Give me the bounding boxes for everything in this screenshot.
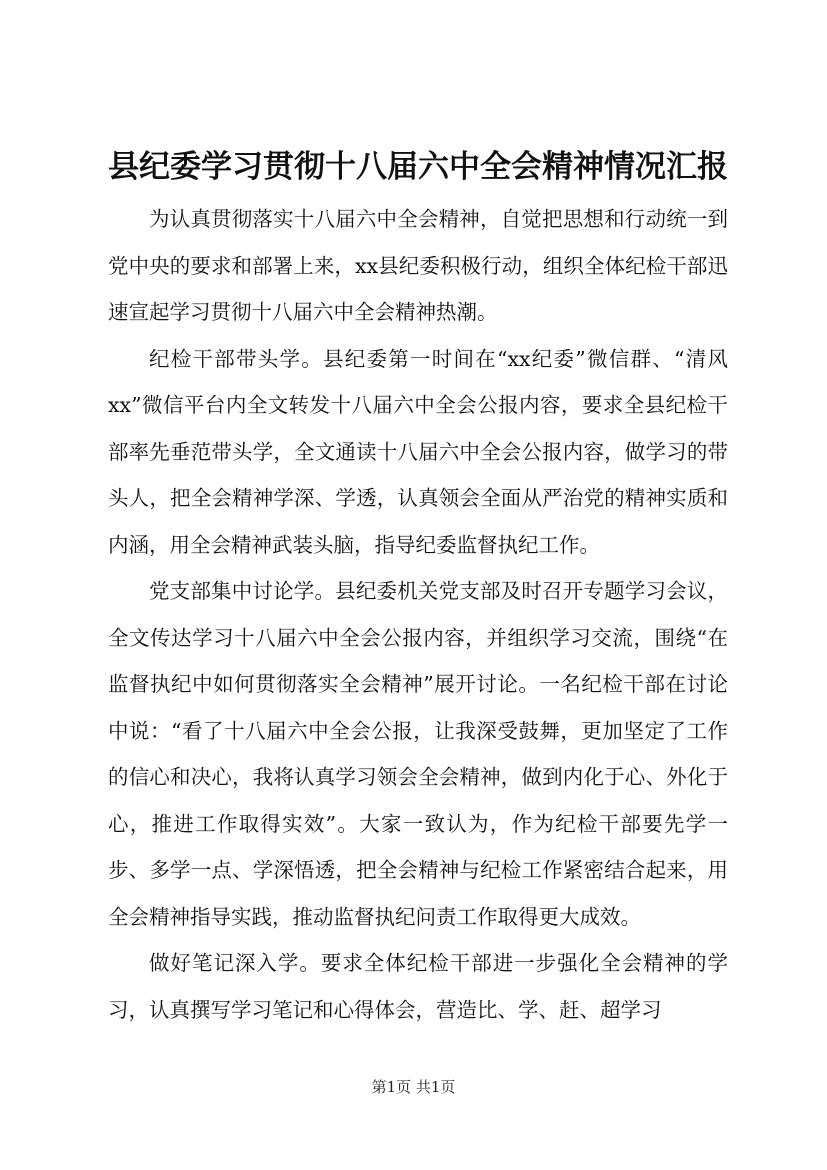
paragraph-cadres-lead: 纪检干部带头学。县纪委第一时间在“xx纪委”微信群、“清风xx”微信平台内全文转发十八届六中全会公报内容，要求全县纪检干部率先垂范带头学，全文通读十八届六中全会公报内容，做学习的带头人，把全会精神学深、学透，认真领会全面从严治党的精神实质和内涵，用全会精神武装头脑，指导纪委监督执纪工作。 bbox=[108, 346, 728, 557]
paragraph-branch-discussion: 党支部集中讨论学。县纪委机关党支部及时召开专题学习会议，全文传达学习十八届六中全会公报内容，并组织学习交流，围绕“在监督执纪中如何贯彻落实全会精神”展开讨论。一名纪检干部在讨论中说：“看了十八届六中全会公报，让我深受鼓舞，更加坚定了工作的信心和决心，我将认真学习领会全会精神，做到内化于心、外化于心，推进工作取得实效”。大家一致认为，作为纪检干部要先学一步、多学一点、学深悟透，把全会精神与纪检工作紧密结合起来，用全会精神指导实践，推动监督执纪问责工作取得更大成效。 bbox=[108, 579, 728, 929]
paragraph-intro: 为认真贯彻落实十八届六中全会精神，自觉把思想和行动统一到党中央的要求和部署上来，xx县纪委积极行动，组织全体纪检干部迅速宣起学习贯彻十八届六中全会精神热潮。 bbox=[108, 207, 728, 324]
document-body bbox=[108, 196, 728, 1033]
paragraph-notes-study: 做好笔记深入学。要求全体纪检干部进一步强化全会精神的学习，认真撰写学习笔记和心得体会，营造比、学、赶、超学习 bbox=[108, 951, 728, 1022]
page-footer: 第1页 共1页 bbox=[371, 1078, 456, 1096]
document-title: 县纪委学习贯彻十八届六中全会精神情况汇报 bbox=[108, 149, 728, 185]
